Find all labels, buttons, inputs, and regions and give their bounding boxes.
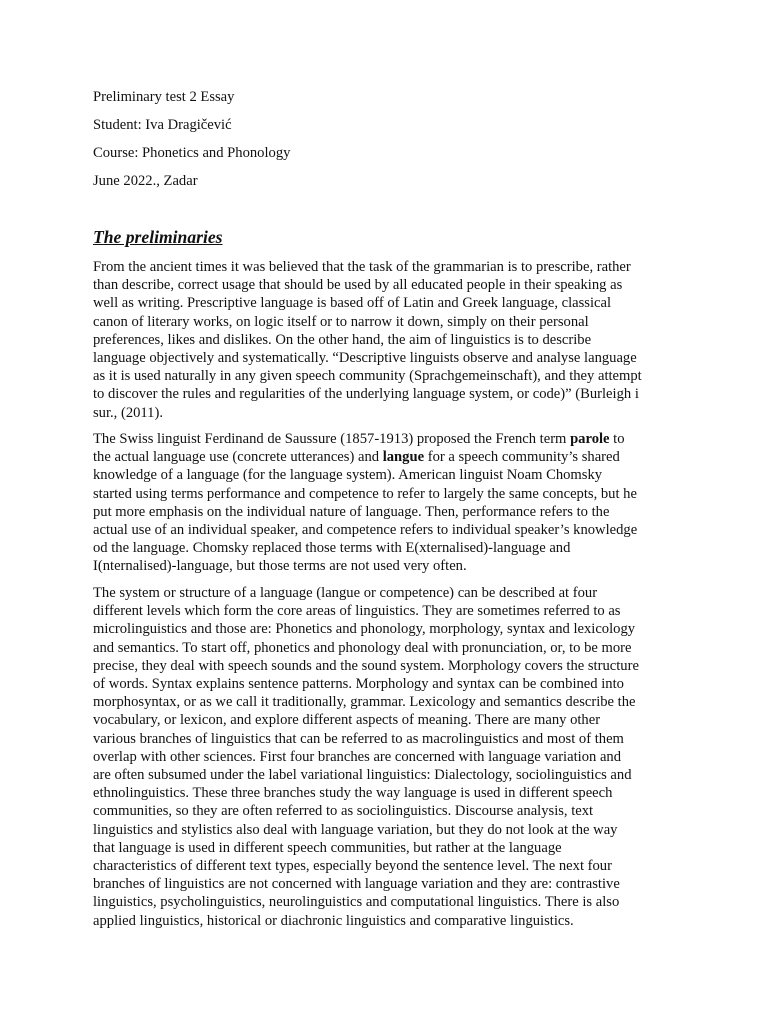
paragraph-line: and semantics. To start off, phonetics and phonology deal with pronunciation, or, to be more: [93, 639, 632, 656]
paragraph-line: microlinguistics and those are: Phonetics and phonology, morphology, syntax and lexicology: [93, 621, 636, 638]
paragraph-3: [93, 584, 683, 930]
paragraph-line: vocabulary, or lexicon, and explore different aspects of meaning. There are many other: [93, 712, 601, 729]
paragraph-line: preferences, likes and dislikes. On the other hand, the aim of linguistics is to describe: [93, 331, 592, 348]
paragraph-line: I(nternalised)-language, but those terms are not used very often.: [93, 558, 467, 575]
text-run: The Swiss linguist Ferdinand de Saussure (1857-1913) proposed the French term: [93, 431, 571, 447]
paragraph-line: actual use of an individual speaker, and competence refers to individual speaker’s knowledge: [93, 522, 638, 539]
paragraph-1: [93, 258, 683, 422]
paragraph-line: language objectively and systematically. “Descriptive linguists observe and analyse language: [93, 350, 637, 367]
paragraph-line: of words. Syntax explains sentence patterns. Morphology and syntax can be combined into: [93, 676, 624, 693]
paragraph-line: The system or structure of a language (langue or competence) can be described at four: [93, 585, 598, 601]
term-parole: parole: [570, 431, 610, 447]
text-run: to: [609, 431, 625, 447]
paragraph-line: branches of linguistics are not concerned with language variation and they are: contrastive: [93, 876, 620, 893]
paragraph-2: [93, 430, 683, 576]
date-line: June 2022., Zadar: [93, 173, 198, 189]
paragraph-line: [93, 430, 683, 448]
paragraph-line: put more emphasis on the individual nature of language. Then, performance refers to the: [93, 503, 610, 520]
paragraph-line: precise, they deal with speech sounds and the sound system. Morphology covers the structure: [93, 657, 639, 674]
paragraph-line: are often subsumed under the label variational linguistics: Dialectology, sociolinguistics and: [93, 767, 632, 784]
text-run: for a speech community’s shared: [424, 449, 620, 466]
paragraph-line: linguistics, psycholinguistics, neurolinguistics and computational linguistics. There is also: [93, 894, 620, 911]
paragraph-line: linguistics and stylistics also deal with language variation, but they do not look at the way: [93, 821, 618, 838]
paragraph-line: knowledge of a language (for the language system). American linguist Noam Chomsky: [93, 467, 603, 484]
paragraph-line: to discover the rules and regularities of the underlying language system, or code)” (Burleigh i: [93, 386, 639, 403]
paragraph-line: canon of literary works, on logic itself or to narrow it down, simply on their personal: [93, 313, 589, 330]
paragraph-line: well as writing. Prescriptive language is based off of Latin and Greek language, classical: [93, 295, 612, 312]
paragraph-line: characteristics of different text types, especially beyond the sentence level. The next four: [93, 858, 612, 875]
paragraph-line: than describe, correct usage that should be used by all educated people in their speaking as: [93, 277, 623, 294]
paragraph-line: communities, so they are often referred to as sociolinguistics. Discourse analysis, text: [93, 803, 594, 820]
course-line: Course: Phonetics and Phonology: [93, 145, 291, 161]
paragraph-line: started using terms performance and competence to refer to largely the same concepts, but he: [93, 485, 637, 502]
paragraph-line: od the language. Chomsky replaced those terms with E(xternalised)-language and: [93, 540, 571, 557]
section-heading: The preliminaries: [93, 227, 223, 247]
paragraph-line: as it is used naturally in any given speech community (Sprachgemeinschaft), and they attempt: [93, 368, 642, 385]
student-line: Student: Iva Dragičević: [93, 117, 232, 133]
paragraph-line: overlap with other sciences. First four branches are concerned with language variation and: [93, 748, 622, 765]
paragraph-line: sur., (2011).: [93, 404, 163, 421]
paragraph-line: various branches of linguistics that can be referred to as macrolinguistics and most of them: [93, 730, 624, 747]
paragraph-line: morphosyntax, or as we call it traditionally, grammar. Lexicology and semantics describe the: [93, 694, 636, 711]
essay-title-line: Preliminary test 2 Essay: [93, 89, 235, 105]
paragraph-line: that language is used in different speech communities, but rather at the language: [93, 839, 562, 856]
paragraph-line: ethnolinguistics. These three branches study the way language is used in different speech: [93, 785, 613, 802]
term-langue: langue: [382, 449, 425, 466]
paragraph-line: applied linguistics, historical or diachronic linguistics and comparative linguistics.: [93, 912, 574, 929]
paragraph-line: [93, 448, 683, 466]
paragraph-line: From the ancient times it was believed that the task of the grammarian is to prescribe, rather: [93, 259, 631, 275]
text-run: the actual language use (concrete utterances) and: [93, 449, 383, 466]
paragraph-line: different levels which form the core areas of linguistics. They are sometimes referred to as: [93, 603, 621, 620]
